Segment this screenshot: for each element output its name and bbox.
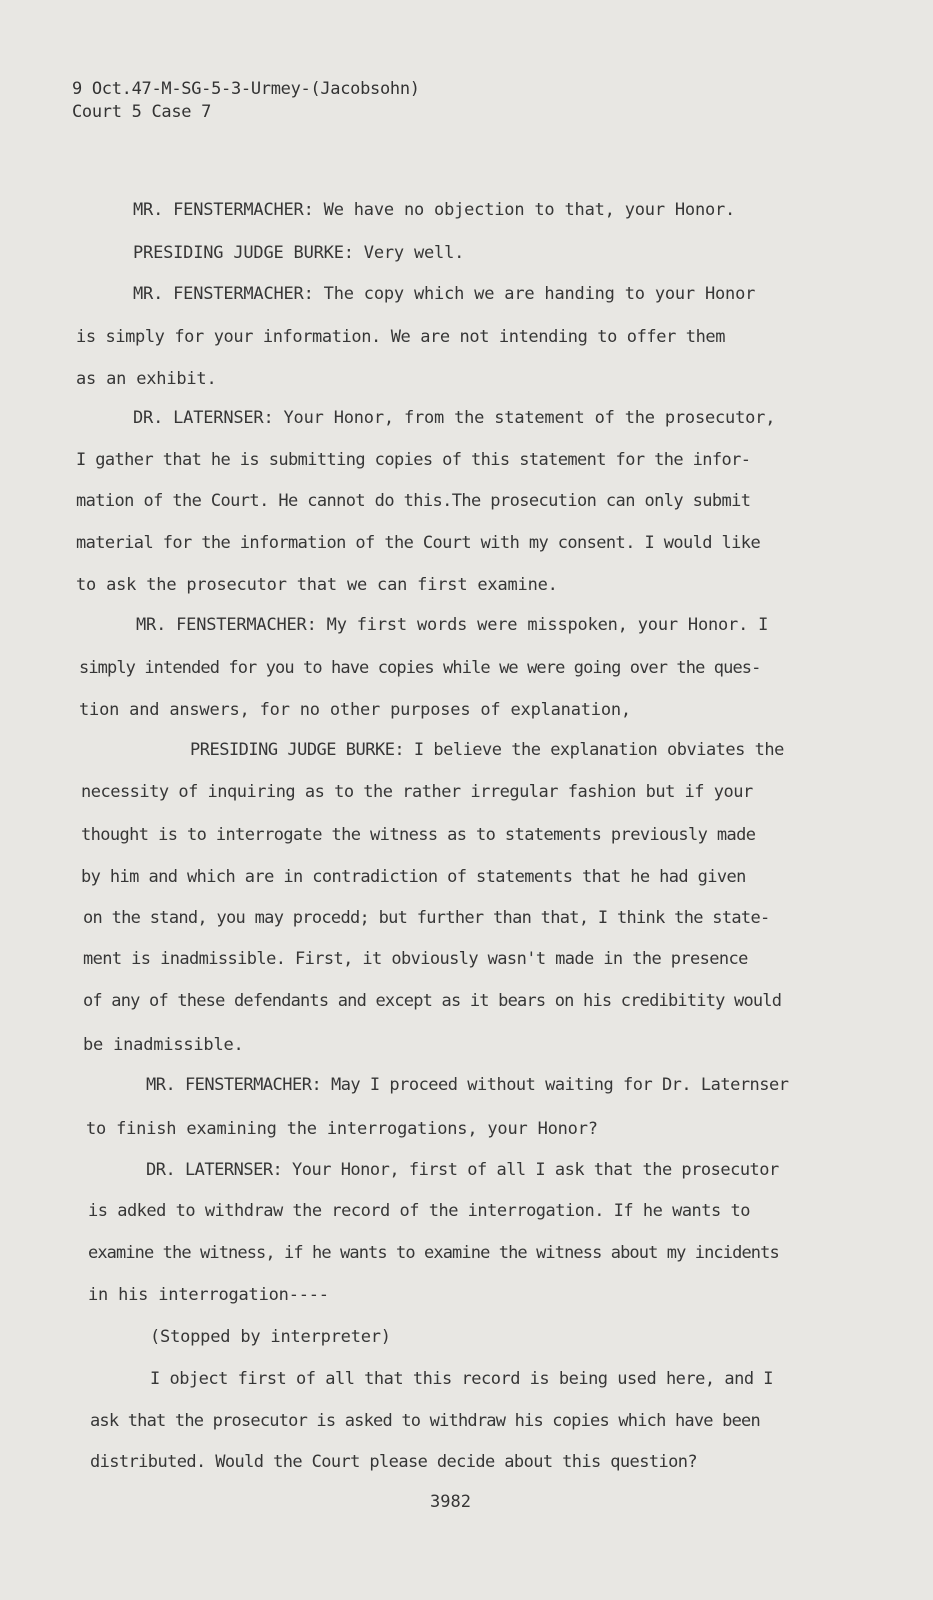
transcript-line: MR. FENSTERMACHER: The copy which we are handing to your Honor — [133, 284, 756, 304]
transcript-line: in his interrogation---- — [88, 1285, 329, 1305]
page-number: 3982 — [430, 1492, 471, 1512]
transcript-line: (Stopped by interpreter) — [150, 1327, 391, 1347]
reference-line: 9 Oct.47-M-SG-5-3-Urmey-(Jacobsohn) — [72, 79, 420, 99]
transcript-line: by him and which are in contradiction of statements that he had given — [81, 867, 746, 887]
transcript-line: tion and answers, for no other purposes of explanation, — [79, 700, 631, 720]
transcript-line: material for the information of the Court with my consent. I would like — [76, 533, 761, 553]
transcript-line: MR. FENSTERMACHER: My first words were misspoken, your Honor. I — [136, 615, 769, 635]
transcript-line: MR. FENSTERMACHER: May I proceed without waiting for Dr. Laternser — [146, 1075, 789, 1095]
transcript-line: be inadmissible. — [83, 1035, 244, 1055]
document-header — [72, 78, 420, 124]
transcript-line: PRESIDING JUDGE BURKE: I believe the explanation obviates the — [190, 740, 784, 760]
transcript-line: of any of these defendants and except as it bears on his credibitity would — [83, 991, 782, 1011]
transcript-line: examine the witness, if he wants to examine the witness about my incidents — [88, 1243, 779, 1263]
transcript-line: as an exhibit. — [76, 369, 217, 389]
court-case-line: Court 5 Case 7 — [72, 102, 212, 122]
transcript-line: distributed. Would the Court please decide about this question? — [90, 1452, 697, 1472]
transcript-line: to ask the prosecutor that we can first examine. — [76, 575, 558, 595]
transcript-line: simply intended for you to have copies while we were going over the ques- — [79, 658, 761, 678]
transcript-line: DR. LATERNSER: Your Honor, from the statement of the prosecutor, — [133, 408, 776, 428]
transcript-line: I gather that he is submitting copies of this statement for the infor- — [76, 450, 751, 470]
transcript-line: necessity of inquiring as to the rather irregular fashion but if your — [81, 782, 753, 802]
transcript-line: MR. FENSTERMACHER: We have no objection to that, your Honor. — [133, 200, 736, 220]
transcript-line: PRESIDING JUDGE BURKE: Very well. — [133, 243, 465, 263]
transcript-line: I object first of all that this record is being used here, and I — [150, 1369, 774, 1389]
transcript-line: DR. LATERNSER: Your Honor, first of all I ask that the prosecutor — [146, 1160, 779, 1180]
transcript-line: thought is to interrogate the witness as to statements previously made — [81, 825, 756, 845]
transcript-line: ment is inadmissible. First, it obviously wasn't made in the presence — [83, 949, 748, 969]
transcript-line: is adked to withdraw the record of the interrogation. If he wants to — [88, 1201, 750, 1221]
transcript-line: on the stand, you may procedd; but further than that, I think the state- — [83, 908, 770, 928]
transcript-line: is simply for your information. We are not intending to offer them — [76, 327, 726, 347]
transcript-line: ask that the prosecutor is asked to withdraw his copies which have been — [90, 1411, 760, 1431]
transcript-line: to finish examining the interrogations, your Honor? — [86, 1119, 598, 1139]
transcript-line: mation of the Court. He cannot do this.The prosecution can only submit — [76, 491, 751, 511]
